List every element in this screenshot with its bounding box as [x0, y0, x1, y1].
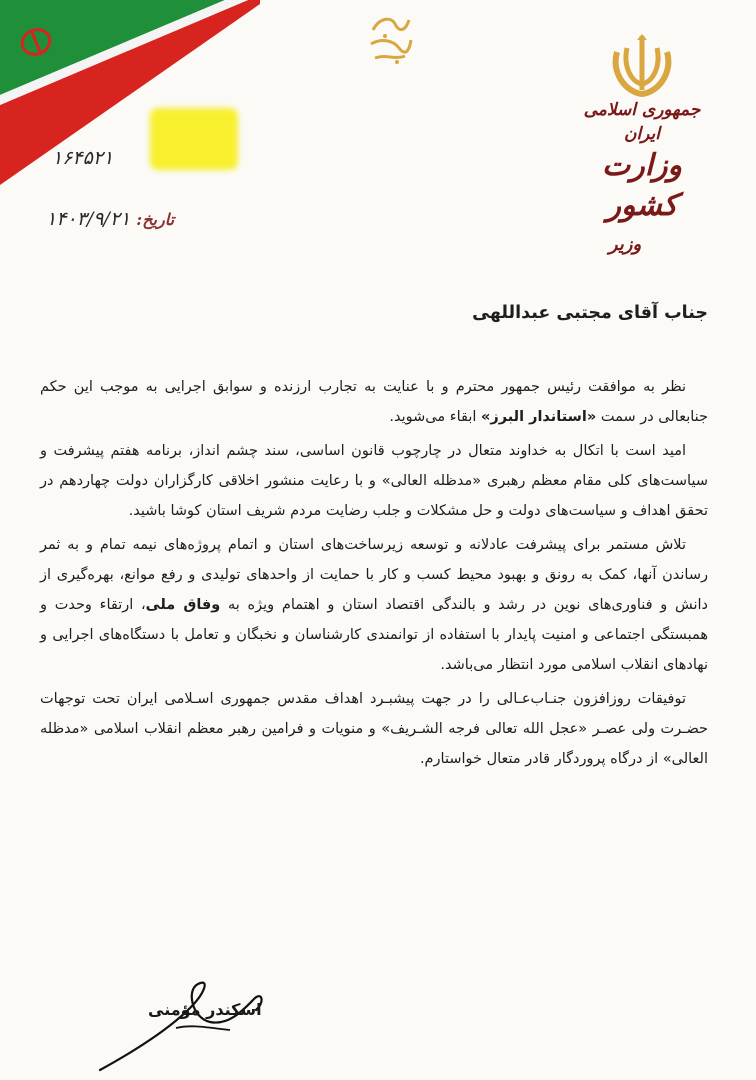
p1-text-b: ابقاء می‌شوید. — [389, 409, 481, 425]
p3-text-a: تلاش مستمر برای پیشرفت عادلانه و توسعه زیرساخت‌های استان و اتمام پروژه‌های نیمه تمام و به ثمر رساندن آنها، کمک به رونق و بهبود محیط کسب و کار با حمایت از واحدهای تولیدی و رفع موانع، بهره‌گیری از دانش و فناوری‌های نوین در رشد و بالندگی اقتصاد استان و اهتمام ویژه به — [40, 537, 709, 613]
p3-text-b: ، ارتقاء وحدت و همبستگی اجتماعی و امنیت پایدار با استفاده از توانمندی کارشناسان و نخبگان و تعامل با دستگاه‌های اجرایی و نهادهای انقلاب اسلامی مورد انتظار می‌باشد. — [40, 597, 708, 673]
paragraph-4: توفیقات روزافزون جنـاب‌عـالی را در جهت پیشبـرد اهداف مقدس جمهوری اسـلامی ایران تحت توجهات حضـرت ولی عصـر «عجل الله تعالی فرجه الشـریف» و منویات و فرامین رهبر معظم انقلاب اسلامی «مدظله العالی» از درگاه پروردگار قادر متعال خواستارم. — [40, 691, 708, 767]
letter-number — [52, 147, 113, 169]
p3-bold: وفاق ملی — [145, 597, 221, 613]
ministry-name: وزارت کشور — [601, 148, 683, 223]
issuer-role: وزیر — [608, 234, 642, 255]
country-name: جمهوری اسلامی ایران — [583, 100, 701, 144]
salutation: جناب آقای مجتبی عبداللهی — [472, 303, 708, 323]
letter-date — [46, 208, 174, 230]
paragraph-3 — [40, 530, 708, 680]
letter-body — [40, 292, 708, 778]
basmala-calligraphy — [365, 10, 415, 70]
p1-text-a: نظر به موافقت رئیس جمهور محترم و با عنایت به تجارب ارزنده و سوابق اجرایی به موجب این حکم جنابعالی در سمت — [40, 379, 708, 425]
iran-emblem-icon — [607, 32, 677, 98]
p1-bold: «استاندار البرز» — [481, 409, 597, 425]
signer-name: اسکندر مؤمنی — [148, 1000, 262, 1019]
ministry-header — [572, 98, 712, 258]
paragraph-1 — [40, 372, 708, 432]
paragraph-2: امید است با اتکال به خداوند متعال در چارچوب قانون اساسی، سند چشم انداز، برنامه هفتم پیشرفت و سیاست‌های کلی مقام معظم رهبری «مدظله العالی» و با رعایت منشور اخلاقی کارگزاران دولت چهاردهم در تحقق اهداف و سیاست‌های دولت و حل مشکلات و جلب رضایت مردم شریف استان کوشا باشید. — [40, 443, 708, 519]
date-value: ۱۴۰۳/۹/۲۱ — [46, 208, 131, 230]
redaction-highlight — [150, 108, 238, 170]
letter-number-value: ۱۶۴۵۲۱ — [52, 147, 114, 169]
date-label: تاریخ: — [136, 210, 175, 229]
